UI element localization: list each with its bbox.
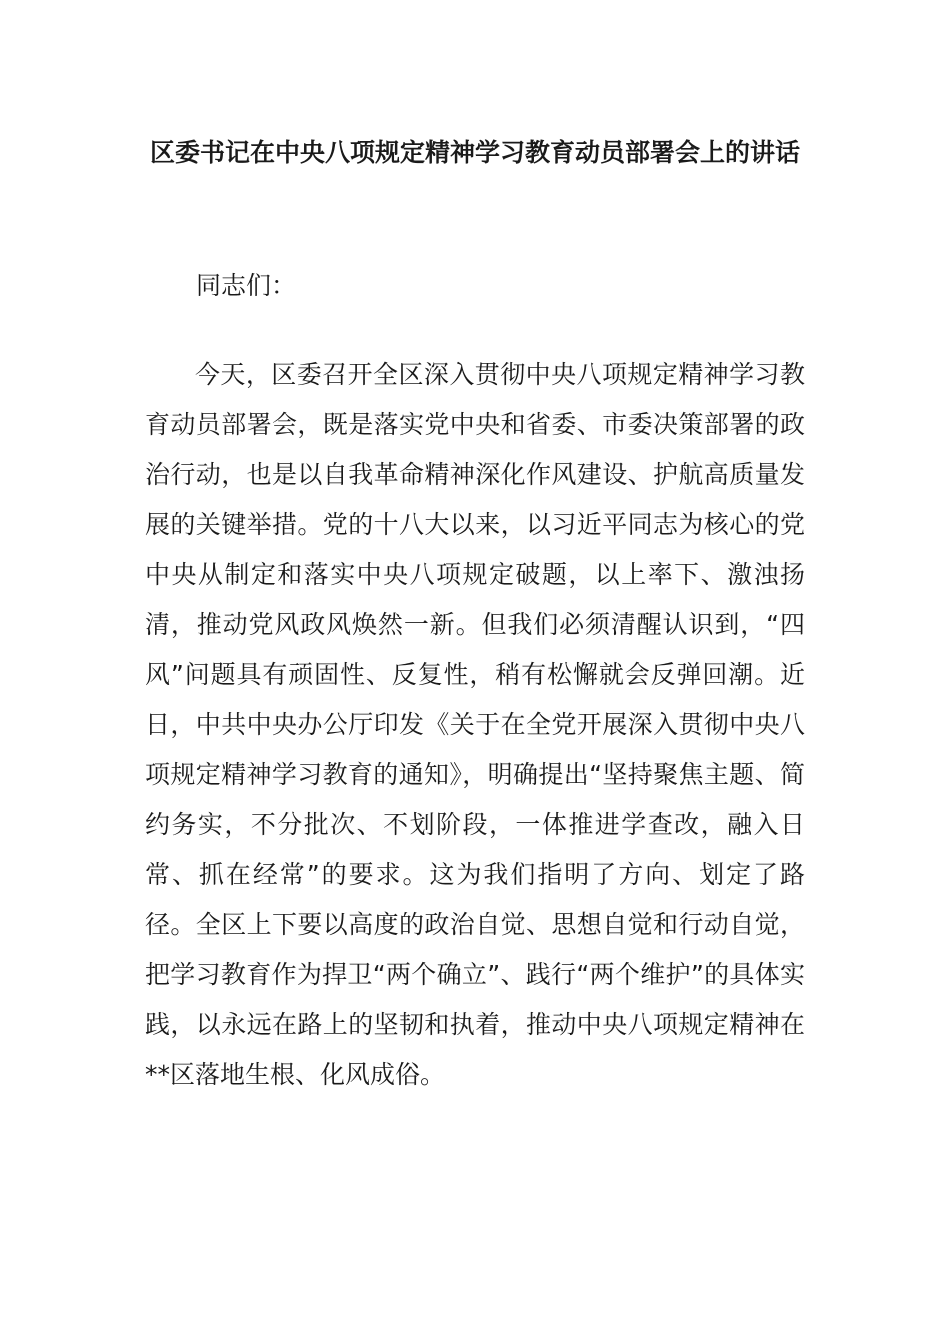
salutation: 同志们：	[196, 271, 297, 300]
body-paragraph: 今天，区委召开全区深入贯彻中央八项规定精神学习教育动员部署会，既是落实党中央和省委、市委决策部署的政治行动，也是以自我革命精神深化作风建设、护航高质量发展的关键举措。党的十八大以来，以习近平同志为核心的党中央从制定和落实中央八项规定破题，以上率下、激浊扬清，推动党风政风焕然一新。但我们必须清醒认识到，“四风”问题具有顽固性、反复性，稍有松懈就会反弹回潮。近日，中共中央办公厅印发《关于在全党开展深入贯彻中央八项规定精神学习教育的通知》，明确提出“坚持聚焦主题、简约务实，不分批次、不划阶段，一体推进学查改，融入日常、抓在经常”的要求。这为我们指明了方向、划定了路径。全区上下要以高度的政治自觉、思想自觉和行动自觉，把学习教育作为捍卫“两个确立”、践行“两个维护”的具体实践，以永远在路上的坚韧和执着，推动中央八项规定精神在**区落地生根、化风成俗。	[145, 360, 805, 1089]
document-title: 区委书记在中央八项规定精神学习教育动员部署会上的讲话	[149, 138, 800, 167]
